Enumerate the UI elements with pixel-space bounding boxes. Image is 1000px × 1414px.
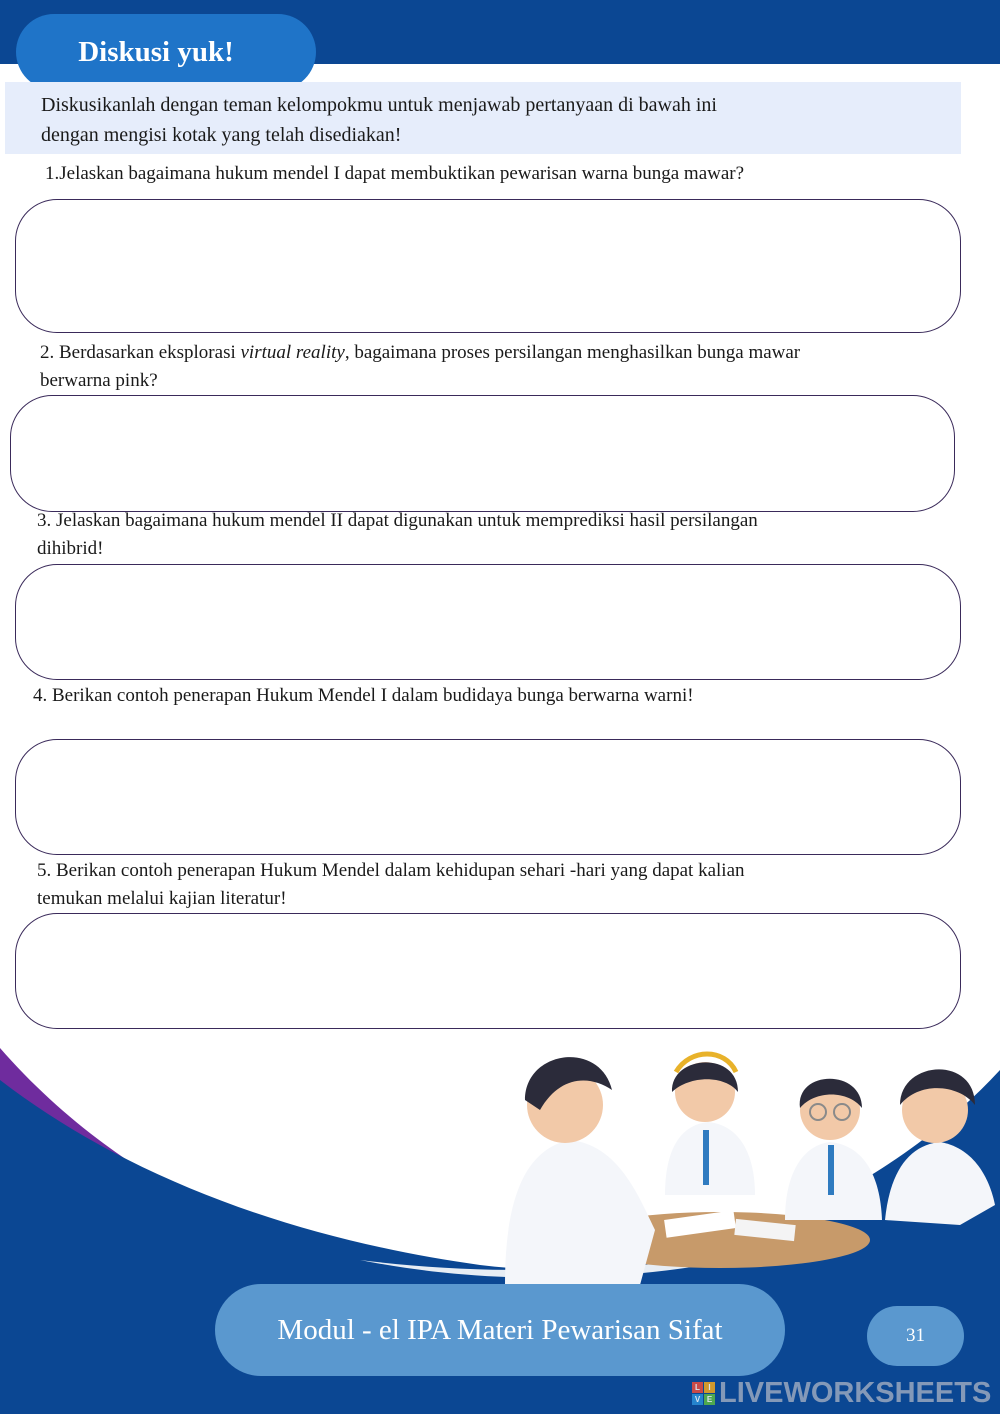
question-4-text: Berikan contoh penerapan Hukum Mendel I dalam budidaya bunga berwarna warni! (52, 685, 694, 706)
logo-letter-e: E (704, 1394, 715, 1405)
question-5-number: 5. (37, 860, 52, 881)
liveworksheets-logo-icon (692, 1382, 715, 1405)
footer-module-title: Modul - el IPA Materi Pewarisan Sifat (215, 1284, 785, 1376)
answer-box-3[interactable] (15, 564, 961, 680)
question-3-text: Jelaskan bagaimana hukum mendel II dapat digunakan untuk memprediksi hasil persilangan (56, 510, 758, 531)
question-2-text-line2: berwarna pink? (40, 370, 158, 391)
logo-letter-i: I (704, 1382, 715, 1393)
question-2-italic: virtual reality (240, 342, 345, 363)
answer-box-1[interactable] (15, 199, 961, 333)
question-2 (40, 339, 800, 395)
question-1-number: 1. (45, 163, 60, 184)
question-1 (45, 160, 744, 188)
student-1-shirt (505, 1140, 655, 1285)
answer-box-4[interactable] (15, 739, 961, 855)
liveworksheets-watermark (692, 1376, 991, 1410)
student-2-tie (703, 1130, 709, 1185)
question-3-number: 3. (37, 510, 52, 531)
logo-letter-l: L (692, 1382, 703, 1393)
question-3-text-line2: dihibrid! (37, 538, 104, 559)
instructions-line-1: Diskusikanlah dengan teman kelompokmu untuk menjawab pertanyaan di bawah ini (41, 94, 717, 116)
question-2-text-before: Berdasarkan eksplorasi (59, 342, 241, 363)
question-2-text-after: , bagaimana proses persilangan menghasilkan bunga mawar (344, 342, 801, 363)
student-3-tie (828, 1145, 834, 1195)
question-5 (37, 857, 745, 913)
question-4-number: 4. (33, 685, 48, 706)
instructions-line-2: dengan mengisi kotak yang telah disediakan! (41, 124, 402, 146)
watermark-text: LIVEWORKSHEETS (719, 1376, 992, 1409)
question-5-text-line2: temukan melalui kajian literatur! (37, 888, 287, 909)
logo-letter-v: V (692, 1394, 703, 1405)
student-2-shirt (665, 1122, 755, 1195)
question-4 (33, 682, 694, 710)
page-number: 31 (867, 1306, 964, 1366)
question-3 (37, 507, 758, 563)
question-2-number: 2. (40, 342, 55, 363)
answer-box-5[interactable] (15, 913, 961, 1029)
section-title: Diskusi yuk! (16, 14, 316, 90)
instructions-panel (5, 82, 961, 154)
question-5-text: Berikan contoh penerapan Hukum Mendel dalam kehidupan sehari -hari yang dapat kalian (56, 860, 745, 881)
answer-box-2[interactable] (10, 395, 955, 512)
question-1-text: Jelaskan bagaimana hukum mendel I dapat membuktikan pewarisan warna bunga mawar? (59, 163, 745, 184)
